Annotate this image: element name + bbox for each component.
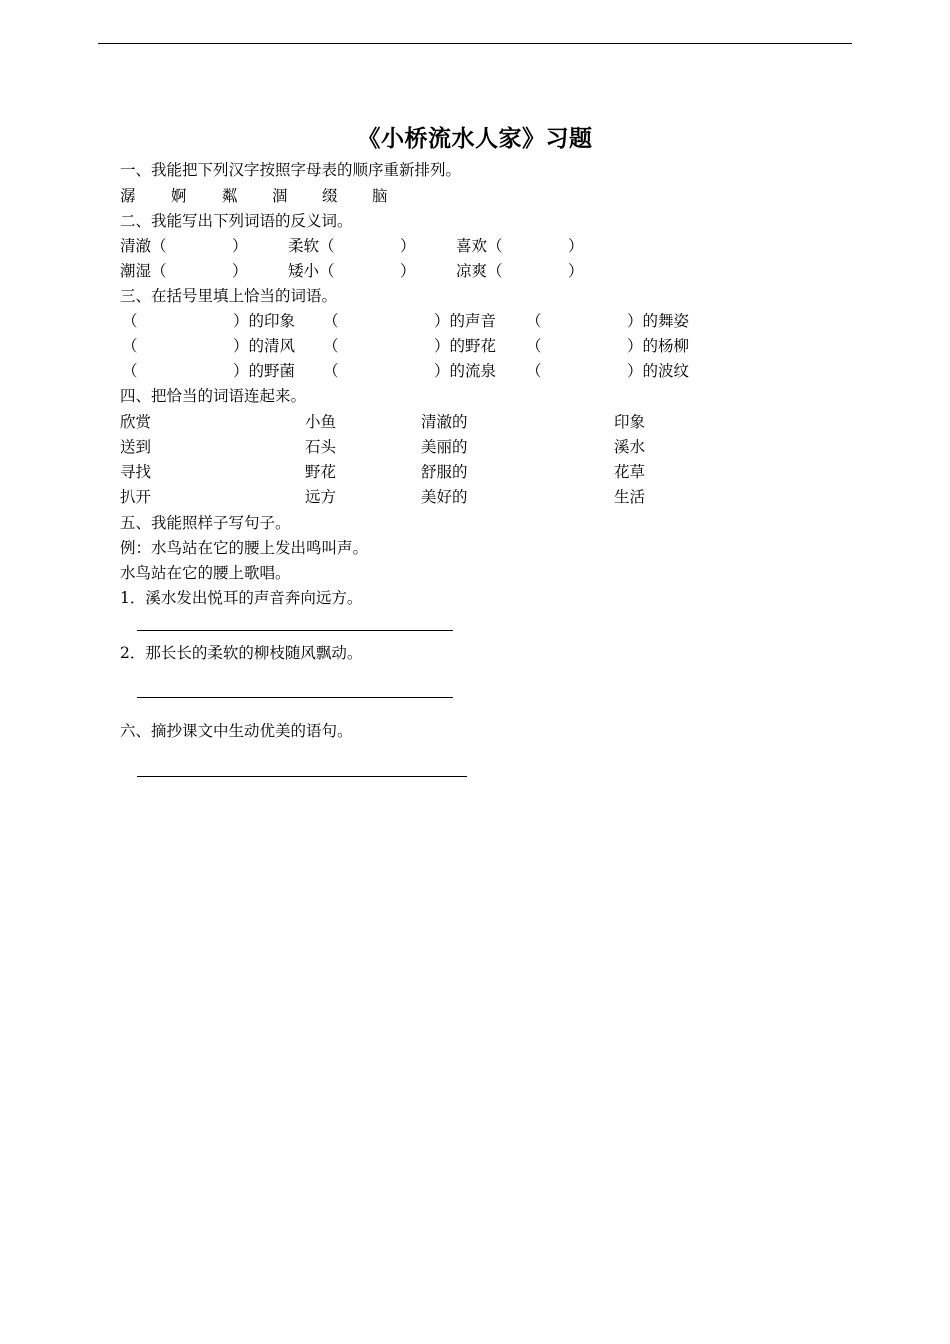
q4-heading: 四、把恰当的词语连起来。: [120, 387, 307, 405]
match-word: 美好的: [421, 488, 468, 506]
fill-item-label: 的流泉: [449, 362, 497, 380]
match-word: 小鱼: [305, 413, 337, 431]
q5-heading: 五、我能照样子写句子。: [120, 514, 291, 532]
close-bracket: ）: [627, 362, 643, 380]
fill-item: [233, 361, 295, 381]
fill-item-label: 的波纹: [642, 362, 690, 380]
close-bracket: ）: [434, 312, 450, 330]
match-word: 溪水: [614, 438, 646, 456]
q1-char: 潺: [120, 187, 136, 205]
antonym-item: [120, 236, 248, 256]
antonym-item: [120, 261, 248, 281]
close-bracket: ）: [400, 262, 416, 280]
antonym-item: [288, 236, 416, 256]
close-bracket: ）: [233, 312, 249, 330]
fill-item: [627, 311, 689, 331]
fill-item-label: 的声音: [449, 312, 497, 330]
open-bracket: （: [526, 337, 542, 355]
match-word: 石头: [305, 438, 337, 456]
fill-item: [233, 311, 295, 331]
sentence-2: 2．那长长的柔软的柳枝随风飘动。: [120, 644, 363, 662]
antonym-word: 矮小: [288, 262, 320, 280]
fill-item-label: 的野花: [449, 337, 497, 355]
answer-line-3[interactable]: [137, 776, 467, 777]
match-word: 美丽的: [421, 438, 468, 456]
q1-char: 脑: [372, 187, 388, 205]
open-bracket: （: [122, 337, 138, 355]
close-bracket: ）: [400, 237, 416, 255]
close-bracket: ）: [568, 262, 584, 280]
close-bracket: ）: [434, 362, 450, 380]
close-bracket: ）: [233, 362, 249, 380]
fill-item: [434, 336, 496, 356]
close-bracket: ）: [233, 337, 249, 355]
example-answer: 水鸟站在它的腰上歌唱。: [120, 564, 291, 582]
antonym-word: 柔软: [288, 237, 320, 255]
q1-char: 缀: [322, 187, 338, 205]
fill-item-label: 的清风: [248, 337, 296, 355]
close-bracket: ）: [627, 337, 643, 355]
close-bracket: ）: [434, 337, 450, 355]
page-title: 《小桥流水人家》习题: [357, 125, 593, 152]
open-bracket: （: [122, 362, 138, 380]
open-bracket: （: [487, 237, 503, 255]
fill-item: [627, 336, 689, 356]
match-word: 送到: [120, 438, 152, 456]
match-word: 远方: [305, 488, 337, 506]
example-sentence: 例：水鸟站在它的腰上发出鸣叫声。: [120, 539, 369, 557]
open-bracket: （: [151, 262, 167, 280]
fill-item: [434, 361, 496, 381]
open-bracket: （: [319, 237, 335, 255]
q2-heading: 二、我能写出下列词语的反义词。: [120, 212, 353, 230]
answer-line-2[interactable]: [137, 697, 453, 698]
match-word: 花草: [614, 463, 646, 481]
fill-item-label: 的印象: [248, 312, 296, 330]
q1-char: 婀: [171, 187, 187, 205]
antonym-item: [456, 236, 584, 256]
fill-item-label: 的舞姿: [642, 312, 690, 330]
match-word: 印象: [614, 413, 646, 431]
open-bracket: （: [151, 237, 167, 255]
match-word: 寻找: [120, 463, 152, 481]
fill-item: [627, 361, 689, 381]
match-word: 生活: [614, 488, 646, 506]
open-bracket: （: [487, 262, 503, 280]
open-bracket: （: [526, 362, 542, 380]
match-word: 扒开: [120, 488, 152, 506]
q1-char: 粼: [222, 187, 238, 205]
open-bracket: （: [323, 312, 339, 330]
antonym-word: 凉爽: [456, 262, 488, 280]
match-word: 舒服的: [421, 463, 468, 481]
fill-item: [434, 311, 496, 331]
close-bracket: ）: [232, 262, 248, 280]
close-bracket: ）: [232, 237, 248, 255]
q3-heading: 三、在括号里填上恰当的词语。: [120, 287, 338, 305]
antonym-word: 喜欢: [456, 237, 488, 255]
antonym-word: 潮湿: [120, 262, 152, 280]
q1-char: 涸: [272, 187, 288, 205]
open-bracket: （: [319, 262, 335, 280]
open-bracket: （: [526, 312, 542, 330]
open-bracket: （: [323, 337, 339, 355]
antonym-word: 清澈: [120, 237, 152, 255]
header-rule: [98, 43, 852, 44]
answer-line-1[interactable]: [137, 630, 453, 631]
match-word: 清澈的: [421, 413, 468, 431]
match-word: 野花: [305, 463, 337, 481]
fill-item: [233, 336, 295, 356]
q1-heading: 一、我能把下列汉字按照字母表的顺序重新排列。: [120, 161, 462, 179]
match-word: 欣赏: [120, 413, 152, 431]
antonym-item: [288, 261, 416, 281]
open-bracket: （: [122, 312, 138, 330]
sentence-1: 1．溪水发出悦耳的声音奔向远方。: [120, 589, 363, 607]
close-bracket: ）: [627, 312, 643, 330]
antonym-item: [456, 261, 584, 281]
open-bracket: （: [323, 362, 339, 380]
fill-item-label: 的杨柳: [642, 337, 690, 355]
close-bracket: ）: [568, 237, 584, 255]
fill-item-label: 的野菌: [248, 362, 296, 380]
q6-heading: 六、摘抄课文中生动优美的语句。: [120, 722, 353, 740]
